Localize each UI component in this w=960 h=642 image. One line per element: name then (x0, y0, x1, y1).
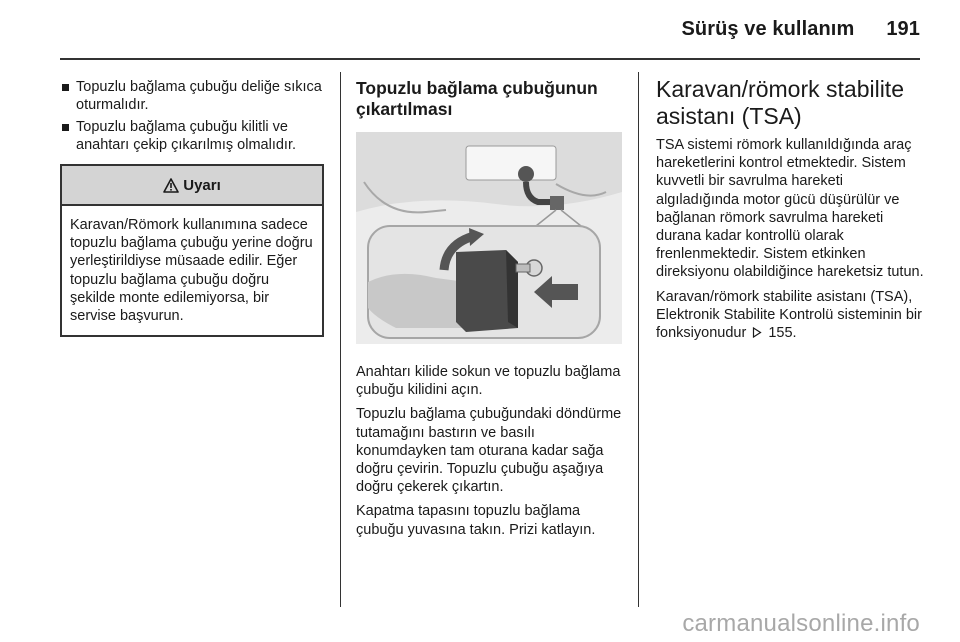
warning-box (60, 164, 324, 337)
warning-header (62, 166, 322, 206)
paragraph: TSA sistemi römork kullanıldığında araç hareketlerini kontrol etmektedir. Sistem kuvvetli bir savrulma hareketi algıladığında motor gücü düşürülür ve bağlanan römork savrulma hareketi durana kadar kontrollü olarak frenlenmektedir. Sistem etkinken direksiyonu olabildiğince hareketsiz tutun. (656, 137, 924, 281)
paragraph: Kapatma tapasını topuzlu bağlama çubuğu yuvasına takın. Prizi katlayın. (356, 503, 596, 538)
column-divider-2 (638, 72, 639, 607)
page-reference-link[interactable]: 155. (768, 325, 797, 342)
column-1 (60, 78, 326, 337)
chapter-title: Sürüş ve kullanım (681, 18, 855, 40)
paragraph (656, 288, 926, 343)
paragraph: Topuzlu bağlama çubuğundaki döndürme tutamağını bastırın ve basılı konumdayken tam oturana kadar sağa doğru çevirin. Topuzlu çubuğu aşağıya doğru çekerek çıkartın. (356, 406, 622, 496)
page-reference-icon (752, 327, 762, 338)
instructions (356, 363, 626, 539)
bullet-item: Topuzlu bağlama çubuğu kilitli ve anahtarı çekip çıkarılmış olmalıdır. (60, 118, 326, 154)
section-heading-large: Karavan/römork stabilite asistanı (TSA) (656, 76, 904, 129)
page-header (681, 18, 920, 41)
column-divider-1 (340, 72, 341, 607)
bullet-item: Topuzlu bağlama çubuğu deliğe sıkıca oturmalıdır. (60, 78, 326, 114)
column-3 (656, 76, 926, 342)
warning-triangle-icon (163, 178, 179, 193)
tow-bar-illustration (356, 132, 622, 344)
page-number: 191 (886, 18, 920, 40)
section-heading: Topuzlu bağlama çubuğunun çıkartılması (356, 78, 598, 119)
warning-body: Karavan/Römork kullanımına sadece topuzlu bağlama çubuğu yerine doğru yerleştirildiyse müsaade edilir. Eğer topuzlu bağlama çubuğu doğru şekilde monte edilemiyorsa, bir servise başvurun. (70, 217, 313, 325)
header-rule (60, 58, 920, 60)
warning-title: Uyarı (183, 176, 221, 194)
paragraph: Anahtarı kilide sokun ve topuzlu bağlama çubuğu kilidini açın. (356, 364, 621, 399)
paragraph-text: Karavan/römork stabilite asistanı (TSA), Elektronik Stabilite Kontrolü sisteminin bir fonksiyonudur (656, 288, 922, 342)
column-2 (356, 78, 626, 545)
watermark: carmanualsonline.info (682, 610, 920, 637)
